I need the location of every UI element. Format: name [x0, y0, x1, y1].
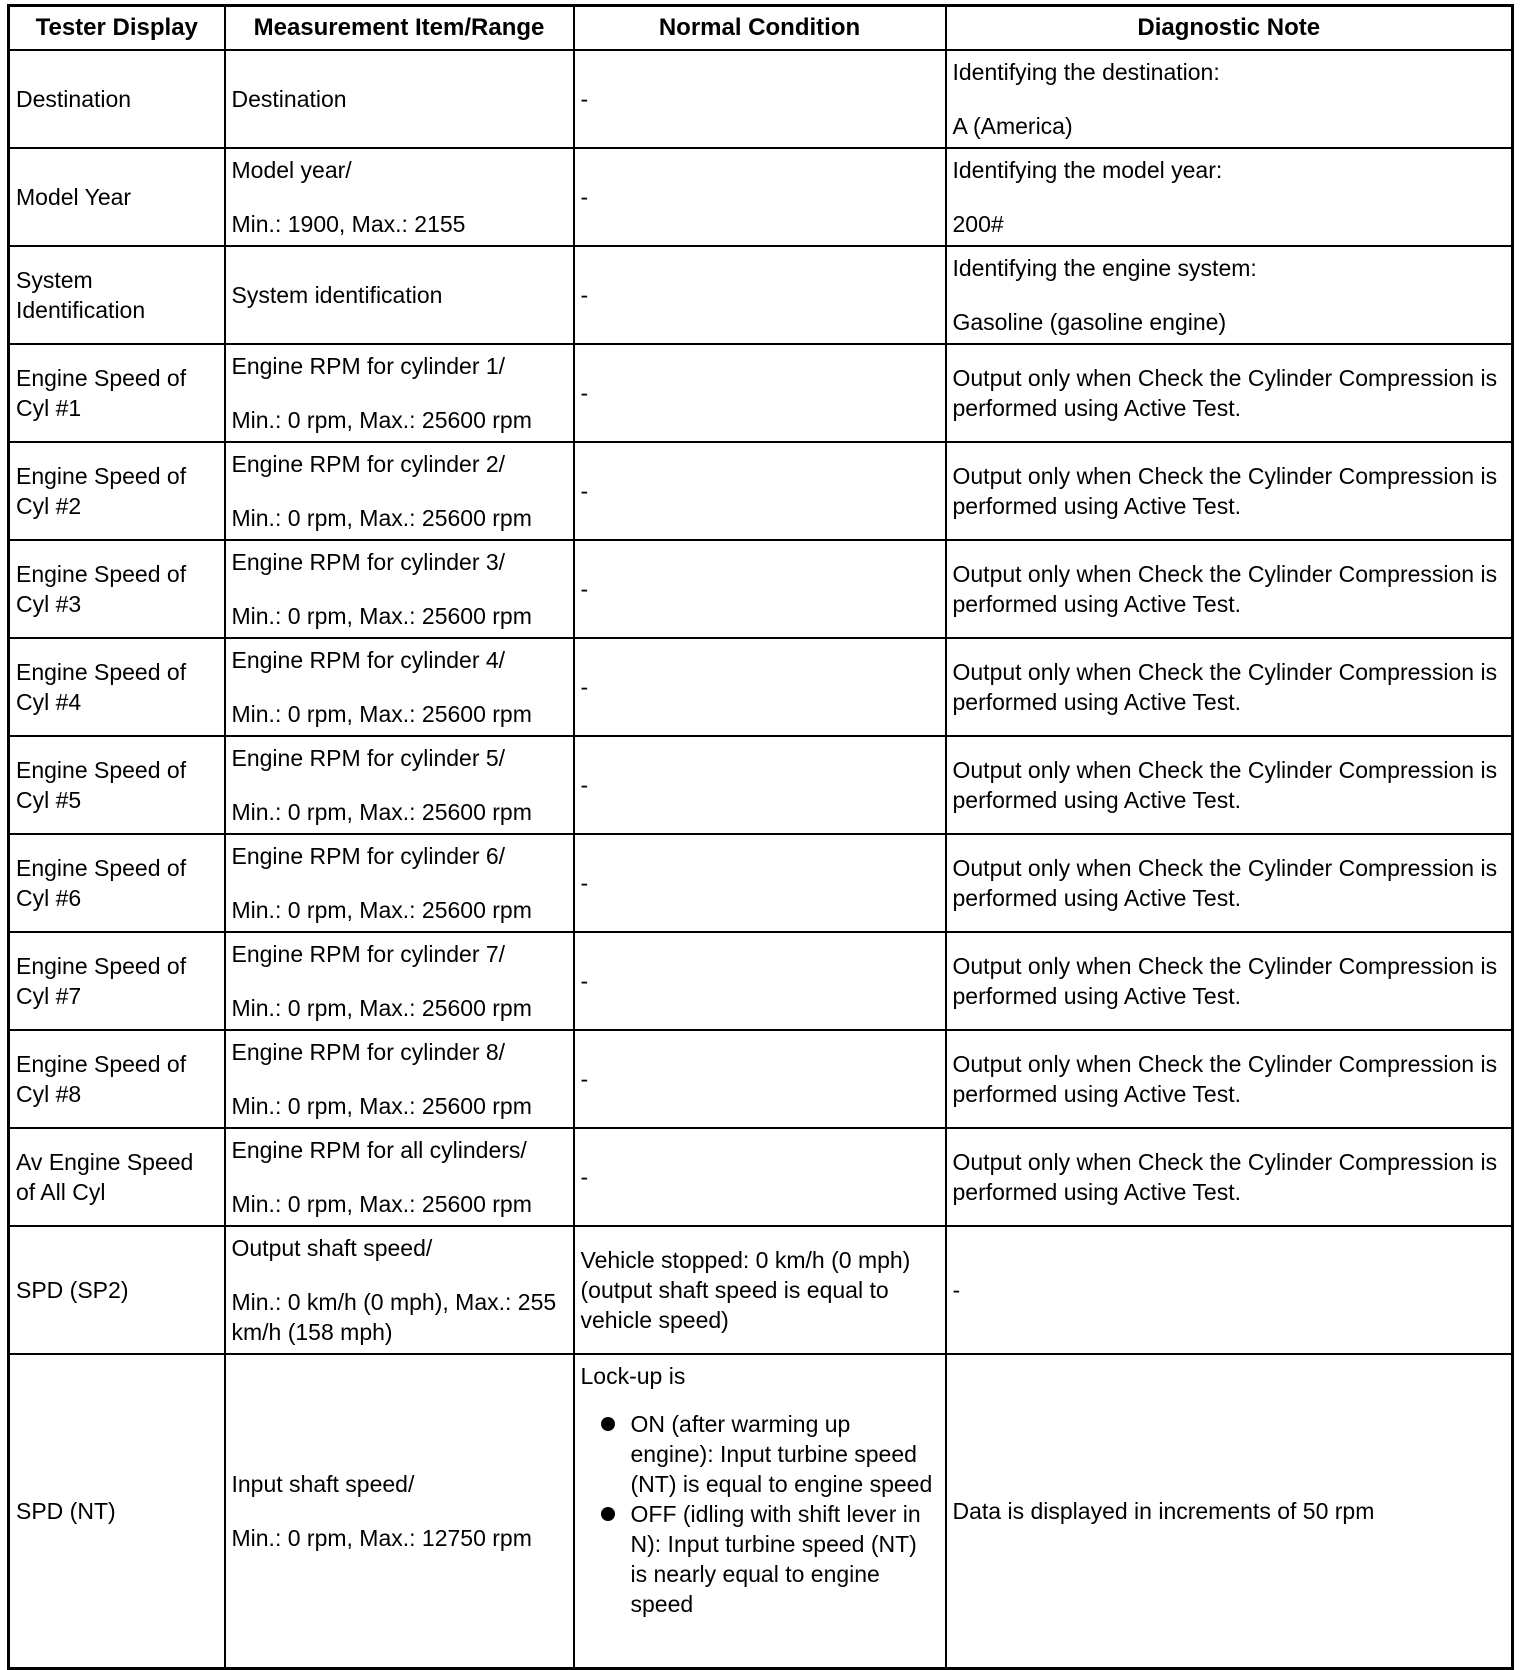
- measurement-line: Engine RPM for cylinder 1/: [231, 353, 506, 379]
- normal-condition-intro: Lock-up is: [580, 1363, 686, 1389]
- header-measurement-item: Measurement Item/Range: [225, 6, 574, 51]
- measurement-line: Min.: 0 rpm, Max.: 25600 rpm: [231, 505, 532, 531]
- measurement-line: Min.: 1900, Max.: 2155: [231, 211, 466, 237]
- measurement-line: Min.: 0 rpm, Max.: 25600 rpm: [231, 407, 532, 433]
- cell-tester-display: Engine Speed of Cyl #5: [9, 736, 225, 834]
- paragraph-gap: [232, 381, 567, 405]
- header-normal-condition: Normal Condition: [574, 6, 946, 51]
- measurement-line: Min.: 0 rpm, Max.: 25600 rpm: [231, 897, 532, 923]
- measurement-line: Engine RPM for cylinder 2/: [231, 451, 506, 477]
- cell-measurement-item: [225, 1128, 574, 1226]
- measurement-line: Engine RPM for cylinder 3/: [231, 549, 506, 575]
- cell-tester-display: System Identification: [9, 246, 225, 344]
- cell-diagnostic-note: Output only when Check the Cylinder Compression is performed using Active Test.: [946, 442, 1513, 540]
- table-row: [9, 638, 1513, 736]
- cell-normal-condition: -: [574, 50, 946, 148]
- measurement-line: Engine RPM for all cylinders/: [231, 1137, 527, 1163]
- measurement-line: Min.: 0 rpm, Max.: 12750 rpm: [231, 1525, 532, 1551]
- cell-normal-condition: -: [574, 932, 946, 1030]
- list-item-text: OFF (idling with shift lever in N): Input turbine speed (NT) is nearly equal to engine speed: [630, 1501, 921, 1617]
- cell-diagnostic-note: Output only when Check the Cylinder Compression is performed using Active Test.: [946, 932, 1513, 1030]
- cell-normal-condition: -: [574, 148, 946, 246]
- data-list-sheet: [7, 4, 1511, 1670]
- header-tester-display: Tester Display: [9, 6, 225, 51]
- cell-measurement-item: [225, 638, 574, 736]
- cell-normal-condition: -: [574, 1128, 946, 1226]
- bullet-dot-icon: [601, 1417, 615, 1431]
- table-row: [9, 1226, 1513, 1354]
- table-body: [9, 50, 1513, 1669]
- paragraph-gap: [232, 1165, 567, 1189]
- table-row-spd-nt: [9, 1354, 1513, 1669]
- diagnostic-line: Identifying the model year:: [952, 157, 1223, 183]
- table-row: [9, 442, 1513, 540]
- cell-tester-display: Engine Speed of Cyl #7: [9, 932, 225, 1030]
- measurement-line: Output shaft speed/: [231, 1235, 433, 1261]
- measurement-line: Min.: 0 km/h (0 mph), Max.: 255 km/h (158 mph): [231, 1289, 557, 1345]
- diagnostic-line: Gasoline (gasoline engine): [952, 309, 1227, 335]
- cell-normal-condition: -: [574, 442, 946, 540]
- cell-diagnostic-note: Output only when Check the Cylinder Compression is performed using Active Test.: [946, 540, 1513, 638]
- cell-diagnostic-note: -: [946, 1226, 1513, 1354]
- cell-diagnostic-note: [946, 246, 1513, 344]
- table-row: [9, 540, 1513, 638]
- measurement-line: Engine RPM for cylinder 4/: [231, 647, 506, 673]
- cell-tester-display: Engine Speed of Cyl #4: [9, 638, 225, 736]
- bullet-dot-icon: [601, 1507, 615, 1521]
- list-item: [581, 1499, 939, 1619]
- cell-tester-display: Engine Speed of Cyl #8: [9, 1030, 225, 1128]
- cell-tester-display: Engine Speed of Cyl #1: [9, 344, 225, 442]
- paragraph-gap: [232, 1067, 567, 1091]
- cell-measurement-item: Destination: [225, 50, 574, 148]
- diagnostic-line: 200#: [952, 211, 1004, 237]
- data-list-table: [7, 4, 1514, 1670]
- paragraph-gap: [953, 185, 1506, 209]
- paragraph-gap: [232, 969, 567, 993]
- cell-normal-condition: -: [574, 540, 946, 638]
- cell-normal-condition: Vehicle stopped: 0 km/h (0 mph) (output shaft speed is equal to vehicle speed): [574, 1226, 946, 1354]
- paragraph-gap: [232, 773, 567, 797]
- measurement-line: Min.: 0 rpm, Max.: 25600 rpm: [231, 603, 532, 629]
- table-row: [9, 50, 1513, 148]
- paragraph-gap: [953, 87, 1506, 111]
- cell-diagnostic-note: Output only when Check the Cylinder Compression is performed using Active Test.: [946, 638, 1513, 736]
- measurement-line: Engine RPM for cylinder 6/: [231, 843, 506, 869]
- cell-measurement-item: [225, 834, 574, 932]
- cell-tester-display: SPD (NT): [9, 1354, 225, 1669]
- cell-tester-display: Engine Speed of Cyl #6: [9, 834, 225, 932]
- cell-normal-condition: -: [574, 834, 946, 932]
- measurement-line: Input shaft speed/: [231, 1471, 415, 1497]
- cell-diagnostic-note: Output only when Check the Cylinder Compression is performed using Active Test.: [946, 1128, 1513, 1226]
- paragraph-gap: [232, 577, 567, 601]
- diagnostic-line: Identifying the destination:: [952, 59, 1220, 85]
- table-row: [9, 1030, 1513, 1128]
- table-row: [9, 148, 1513, 246]
- cell-measurement-item: [225, 148, 574, 246]
- cell-tester-display: Destination: [9, 50, 225, 148]
- paragraph-gap: [232, 1499, 567, 1523]
- header-row: [9, 6, 1513, 51]
- measurement-line: Model year/: [231, 157, 352, 183]
- cell-tester-display: Engine Speed of Cyl #2: [9, 442, 225, 540]
- paragraph-gap: [953, 283, 1506, 307]
- table-row: [9, 344, 1513, 442]
- table-row: [9, 1128, 1513, 1226]
- measurement-line: Min.: 0 rpm, Max.: 25600 rpm: [231, 995, 532, 1021]
- paragraph-gap: [232, 479, 567, 503]
- cell-measurement-item: [225, 1030, 574, 1128]
- cell-diagnostic-note: Data is displayed in increments of 50 rpm: [946, 1354, 1513, 1669]
- paragraph-gap: [232, 185, 567, 209]
- cell-diagnostic-note: [946, 148, 1513, 246]
- cell-diagnostic-note: [946, 50, 1513, 148]
- paragraph-gap: [232, 1263, 567, 1287]
- list-item: [581, 1409, 939, 1499]
- cell-measurement-item: [225, 1226, 574, 1354]
- cell-tester-display: Model Year: [9, 148, 225, 246]
- header-diagnostic-note: Diagnostic Note: [946, 6, 1513, 51]
- cell-normal-condition: -: [574, 736, 946, 834]
- cell-diagnostic-note: Output only when Check the Cylinder Compression is performed using Active Test.: [946, 1030, 1513, 1128]
- cell-measurement-item: [225, 442, 574, 540]
- cell-tester-display: SPD (SP2): [9, 1226, 225, 1354]
- cell-normal-condition: [574, 1354, 946, 1669]
- cell-tester-display: Av Engine Speed of All Cyl: [9, 1128, 225, 1226]
- measurement-line: Engine RPM for cylinder 7/: [231, 941, 506, 967]
- cell-diagnostic-note: Output only when Check the Cylinder Compression is performed using Active Test.: [946, 834, 1513, 932]
- diagnostic-line: A (America): [952, 113, 1073, 139]
- cell-normal-condition: -: [574, 344, 946, 442]
- diagnostic-line: Identifying the engine system:: [952, 255, 1257, 281]
- normal-condition-list: [581, 1409, 939, 1619]
- cell-normal-condition: -: [574, 638, 946, 736]
- cell-tester-display: Engine Speed of Cyl #3: [9, 540, 225, 638]
- measurement-line: Min.: 0 rpm, Max.: 25600 rpm: [231, 701, 532, 727]
- table-row: [9, 246, 1513, 344]
- cell-measurement-item: [225, 932, 574, 1030]
- cell-normal-condition: -: [574, 246, 946, 344]
- measurement-line: Min.: 0 rpm, Max.: 25600 rpm: [231, 1093, 532, 1119]
- table-row: [9, 834, 1513, 932]
- cell-measurement-item: [225, 344, 574, 442]
- cell-diagnostic-note: Output only when Check the Cylinder Compression is performed using Active Test.: [946, 736, 1513, 834]
- measurement-line: Engine RPM for cylinder 5/: [231, 745, 506, 771]
- paragraph-gap: [232, 675, 567, 699]
- cell-measurement-item: [225, 1354, 574, 1669]
- measurement-line: Min.: 0 rpm, Max.: 25600 rpm: [231, 1191, 532, 1217]
- measurement-line: Min.: 0 rpm, Max.: 25600 rpm: [231, 799, 532, 825]
- paragraph-gap: [232, 871, 567, 895]
- table-row: [9, 932, 1513, 1030]
- cell-measurement-item: [225, 736, 574, 834]
- cell-measurement-item: [225, 540, 574, 638]
- cell-measurement-item: System identification: [225, 246, 574, 344]
- table-row: [9, 736, 1513, 834]
- list-item-text: ON (after warming up engine): Input turbine speed (NT) is equal to engine speed: [630, 1411, 933, 1497]
- measurement-line: Engine RPM for cylinder 8/: [231, 1039, 506, 1065]
- cell-diagnostic-note: Output only when Check the Cylinder Compression is performed using Active Test.: [946, 344, 1513, 442]
- cell-normal-condition: -: [574, 1030, 946, 1128]
